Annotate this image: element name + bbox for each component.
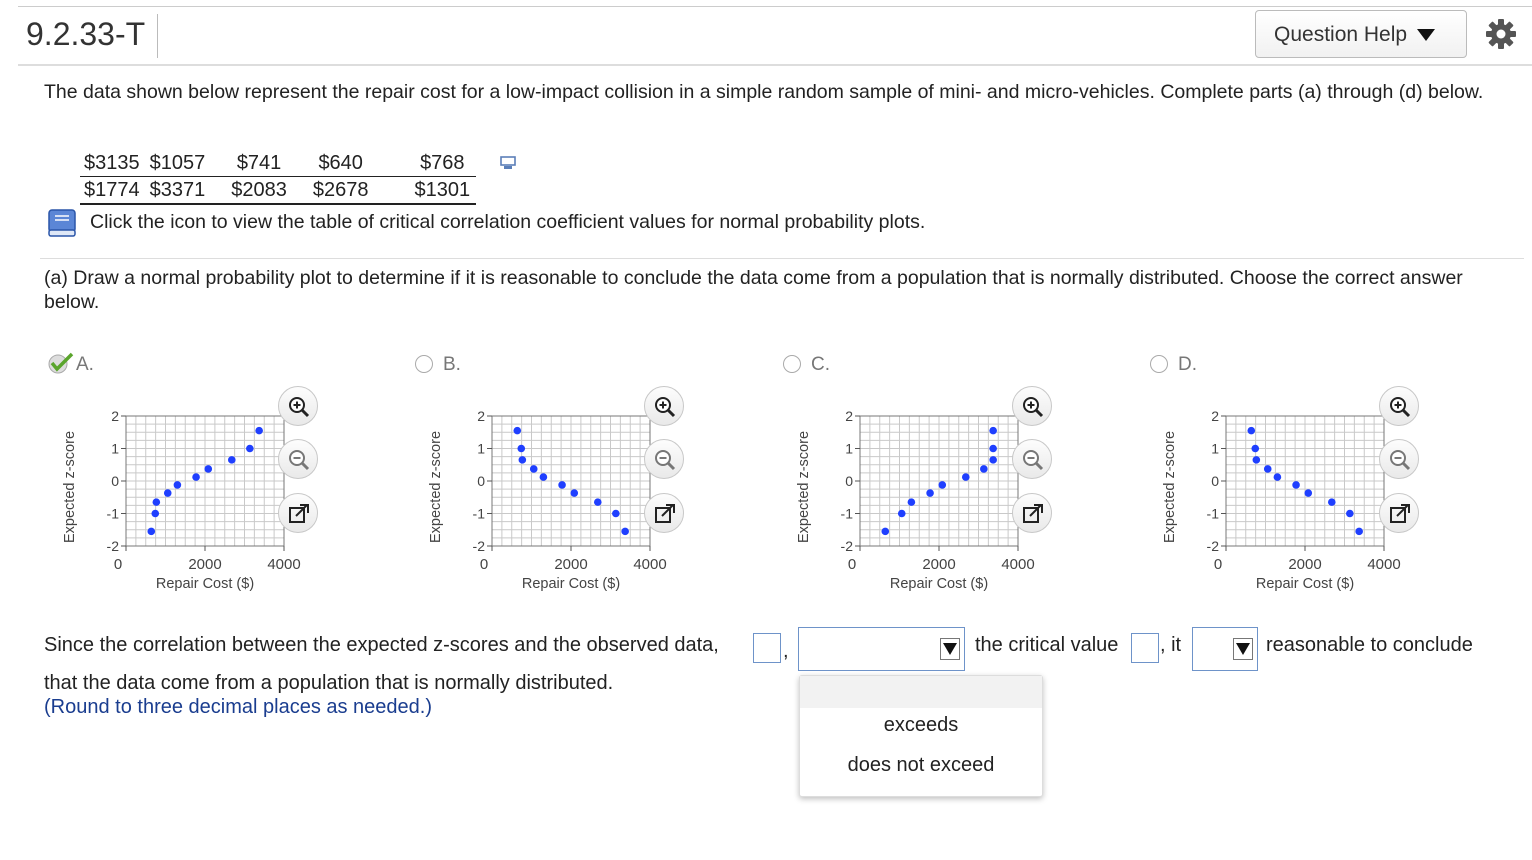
table-cell: $1057	[146, 150, 212, 177]
option-a-label: A.	[76, 354, 94, 375]
option-d-label: D.	[1178, 354, 1197, 375]
data-point	[1264, 465, 1272, 473]
open-new-window-icon[interactable]	[278, 493, 318, 533]
plot-option-d	[1156, 400, 1496, 640]
data-point	[164, 489, 172, 497]
dropdown-arrow-icon	[940, 638, 960, 660]
data-point	[174, 481, 182, 489]
sentence-part2: the critical value	[975, 634, 1119, 656]
zoom-out-icon[interactable]	[1379, 439, 1419, 479]
y-tick-label: 0	[845, 473, 853, 489]
zoom-in-icon[interactable]	[278, 386, 318, 426]
data-point	[962, 473, 970, 481]
option-c-label: C.	[811, 354, 830, 375]
zoom-in-icon[interactable]	[1012, 386, 1052, 426]
y-tick-label: -2	[1206, 538, 1219, 554]
zoom-out-icon[interactable]	[644, 439, 684, 479]
plot-option-b	[422, 400, 762, 640]
header-divider	[18, 64, 1532, 66]
x-axis-label: Repair Cost ($)	[1255, 576, 1355, 592]
critical-value-input[interactable]	[1131, 633, 1159, 663]
table-cell: $2083	[211, 177, 293, 205]
data-point	[1292, 481, 1300, 489]
y-tick-label: 0	[111, 473, 119, 489]
y-tick-label: -1	[106, 505, 119, 522]
data-point	[881, 528, 889, 536]
x-tick-label: 0	[1213, 556, 1223, 573]
x-tick-label: 0	[113, 556, 123, 573]
data-point	[530, 465, 538, 473]
option-b-label: B.	[443, 354, 461, 375]
open-new-window-icon[interactable]	[1379, 493, 1419, 533]
plot-option-c	[790, 400, 1130, 640]
sentence-part1: Since the correlation between the expected z-scores and the observed data,	[44, 634, 719, 656]
data-point	[228, 456, 236, 464]
data-point	[1328, 498, 1336, 506]
data-point	[1247, 427, 1255, 435]
section-divider	[40, 258, 1524, 259]
x-tick-label: 2000	[1288, 556, 1322, 573]
intro-text: The data shown below represent the repair cost for a low-impact collision in a simple random sample of mini- and micro-vehicles. Complete parts (a) through (d) below.	[44, 81, 1484, 103]
option-b-radio[interactable]	[415, 355, 433, 373]
data-point	[153, 498, 161, 506]
y-tick-label: 0	[1211, 473, 1219, 489]
caret-down-icon	[1417, 29, 1435, 41]
x-axis-label: Repair Cost ($)	[521, 576, 621, 592]
data-point	[558, 481, 566, 489]
exceeds-dropdown[interactable]	[798, 627, 965, 671]
y-tick-label: -2	[472, 538, 485, 554]
y-tick-label: 1	[1211, 440, 1219, 457]
data-point	[1274, 473, 1282, 481]
correlation-input[interactable]	[753, 633, 781, 663]
table-cell: $3135	[80, 150, 146, 177]
plot-option-a	[56, 400, 396, 640]
option-d-radio[interactable]	[1150, 355, 1168, 373]
y-tick-label: 1	[845, 440, 853, 457]
question-help-label: Question Help	[1274, 23, 1408, 46]
data-point	[1355, 528, 1363, 536]
data-point	[621, 528, 629, 536]
copy-data-icon[interactable]	[500, 156, 518, 170]
x-tick-label: 0	[847, 556, 857, 573]
dropdown-blank-option[interactable]	[800, 676, 1042, 708]
x-tick-label: 4000	[267, 556, 301, 573]
data-point	[1304, 489, 1312, 497]
y-tick-label: -1	[472, 505, 485, 522]
data-point	[255, 427, 263, 435]
question-help-button[interactable]	[1255, 10, 1467, 58]
zoom-in-icon[interactable]	[644, 386, 684, 426]
open-new-window-icon[interactable]	[644, 493, 684, 533]
sentence-part3: , it	[1160, 634, 1182, 656]
gear-icon[interactable]	[1484, 17, 1518, 51]
x-tick-label: 2000	[922, 556, 956, 573]
x-tick-label: 0	[479, 556, 489, 573]
data-point	[980, 465, 988, 473]
dropdown-option-does-not-exceed[interactable]: does not exceed	[847, 754, 995, 776]
dropdown-option-exceeds[interactable]: exceeds	[883, 714, 959, 736]
table-cell: $1774	[80, 177, 146, 205]
critical-values-link: Click the icon to view the table of critical correlation coefficient values for normal probability plots.	[90, 211, 926, 233]
data-point	[926, 489, 934, 497]
table-row	[80, 177, 476, 205]
table-cell: $1301	[375, 177, 477, 205]
table-cell: $3371	[146, 177, 212, 205]
data-point	[517, 445, 525, 453]
y-axis-label: Expected z-score	[428, 430, 444, 544]
zoom-in-icon[interactable]	[1379, 386, 1419, 426]
part-a-text: (a) Draw a normal probability plot to determine if it is reasonable to conclude the data come from a population that is normally distributed. Choose the correct answer below.	[44, 267, 1463, 313]
data-point	[570, 489, 578, 497]
top-border	[18, 6, 1532, 7]
y-tick-label: 2	[1211, 408, 1219, 424]
y-axis-label: Expected z-score	[62, 430, 78, 544]
sentence-comma: ,	[783, 640, 789, 662]
y-axis-label: Expected z-score	[796, 430, 812, 544]
x-tick-label: 2000	[554, 556, 588, 573]
sentence-part5: that the data come from a population that is normally distributed.	[44, 672, 614, 694]
sentence-part4: reasonable to conclude	[1266, 634, 1473, 656]
data-point	[1346, 510, 1354, 518]
dropdown-menu	[799, 675, 1043, 797]
table-row	[80, 150, 476, 177]
x-axis-label: Repair Cost ($)	[889, 576, 989, 592]
y-tick-label: -2	[106, 538, 119, 554]
x-tick-label: 4000	[1367, 556, 1401, 573]
rounding-note: (Round to three decimal places as needed.)	[44, 696, 433, 718]
data-point	[540, 473, 548, 481]
y-tick-label: 2	[477, 408, 485, 424]
book-icon[interactable]	[46, 208, 78, 238]
question-id: 9.2.33-T	[26, 14, 158, 58]
x-axis-label: Repair Cost ($)	[155, 576, 255, 592]
table-cell: $768	[375, 150, 477, 177]
y-tick-label: 2	[845, 408, 853, 424]
data-point	[898, 510, 906, 518]
data-point	[938, 481, 946, 489]
table-cell: $640	[293, 150, 375, 177]
x-tick-label: 2000	[188, 556, 222, 573]
is-reasonable-dropdown[interactable]	[1192, 627, 1258, 671]
y-tick-label: -1	[1206, 505, 1219, 522]
data-point	[147, 528, 155, 536]
y-tick-label: -2	[840, 538, 853, 554]
option-c-radio[interactable]	[783, 355, 801, 373]
dropdown-arrow-icon	[1233, 638, 1253, 660]
data-point	[246, 445, 254, 453]
x-tick-label: 4000	[1001, 556, 1035, 573]
data-point	[594, 498, 602, 506]
data-point	[513, 427, 521, 435]
y-tick-label: 1	[477, 440, 485, 457]
data-point	[204, 465, 212, 473]
y-axis-label: Expected z-score	[1162, 430, 1178, 544]
data-point	[1251, 445, 1259, 453]
data-point	[151, 510, 159, 518]
data-table	[80, 150, 476, 205]
table-cell: $2678	[293, 177, 375, 205]
y-tick-label: -1	[840, 505, 853, 522]
data-point	[989, 445, 997, 453]
y-tick-label: 1	[111, 440, 119, 457]
zoom-out-icon[interactable]	[278, 439, 318, 479]
y-tick-label: 2	[111, 408, 119, 424]
data-point	[192, 473, 200, 481]
data-point	[612, 510, 620, 518]
data-point	[1253, 456, 1261, 464]
data-point	[989, 427, 997, 435]
data-point	[519, 456, 527, 464]
x-tick-label: 4000	[633, 556, 667, 573]
data-point	[908, 498, 916, 506]
option-a-radio[interactable]	[48, 352, 72, 376]
data-point	[989, 456, 997, 464]
open-new-window-icon[interactable]	[1012, 493, 1052, 533]
y-tick-label: 0	[477, 473, 485, 489]
table-cell: $741	[211, 150, 293, 177]
zoom-out-icon[interactable]	[1012, 439, 1052, 479]
